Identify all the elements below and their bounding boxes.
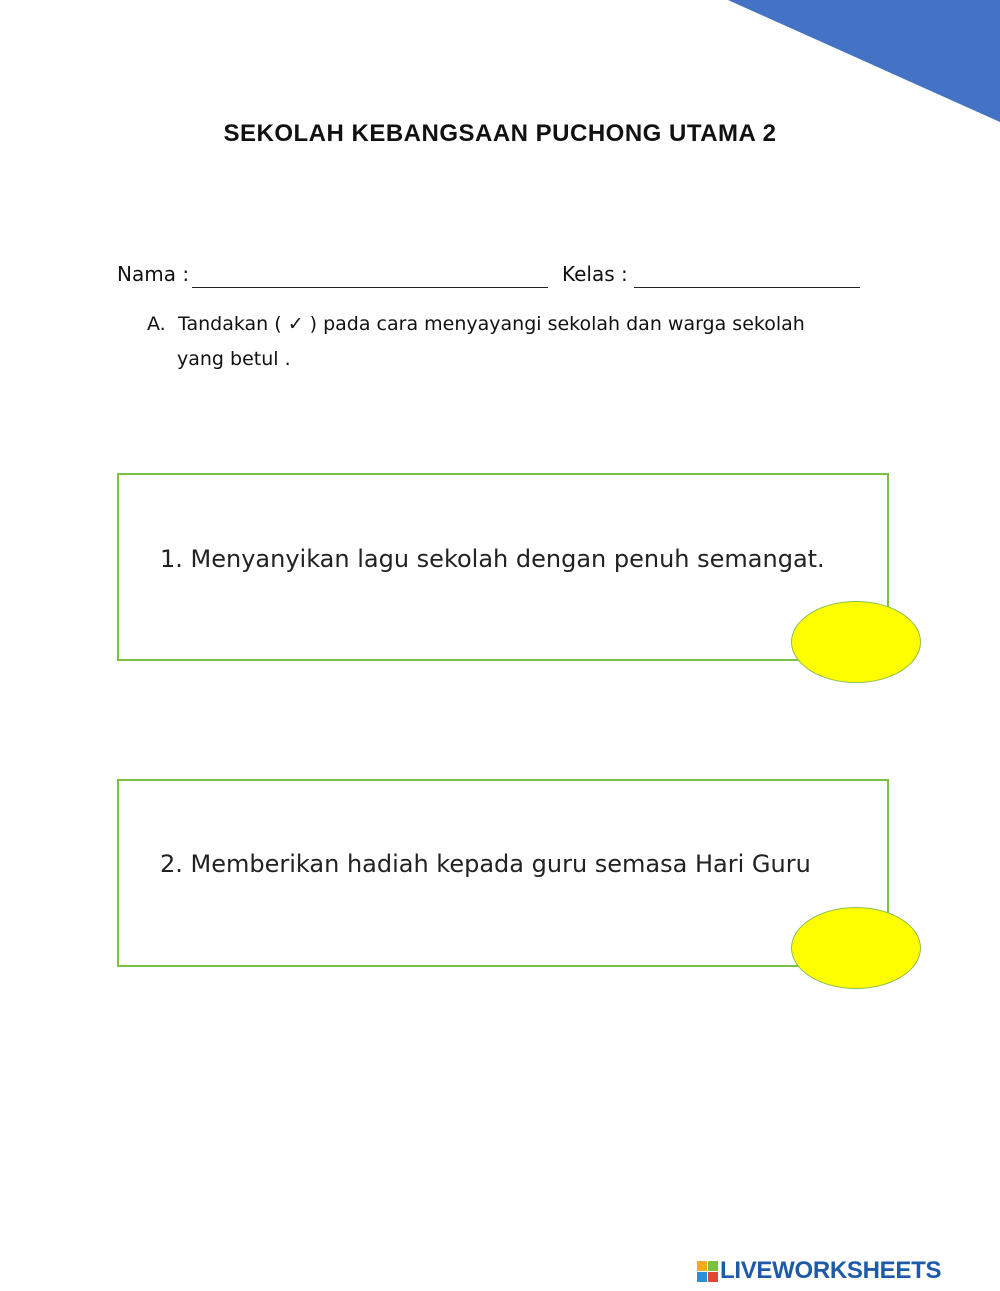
liveworksheets-logo-icon [697, 1261, 718, 1282]
instruction-text: Tandakan ( ✓ ) pada cara menyayangi sekolah dan warga sekolah [178, 313, 805, 335]
name-blank-line[interactable] [192, 287, 548, 288]
class-label: Kelas : [562, 262, 628, 286]
liveworksheets-logo [697, 1255, 941, 1287]
answer-oval-2[interactable] [791, 907, 921, 989]
name-label: Nama : [117, 262, 190, 286]
question-2-text: 2. Memberikan hadiah kepada guru semasa Hari Guru [160, 850, 811, 878]
corner-decoration [0, 0, 1000, 130]
liveworksheets-logo-text: LIVEWORKSHEETS [720, 1257, 942, 1284]
answer-oval-1[interactable] [791, 601, 921, 683]
question-1-text: 1. Menyanyikan lagu sekolah dengan penuh semangat. [160, 545, 825, 573]
instruction-text-continued: yang betul . [177, 348, 291, 370]
instruction-letter: A. [147, 313, 166, 335]
class-blank-line[interactable] [634, 287, 860, 288]
corner-triangle [728, 0, 1000, 122]
page-title: SEKOLAH KEBANGSAAN PUCHONG UTAMA 2 [223, 120, 777, 147]
